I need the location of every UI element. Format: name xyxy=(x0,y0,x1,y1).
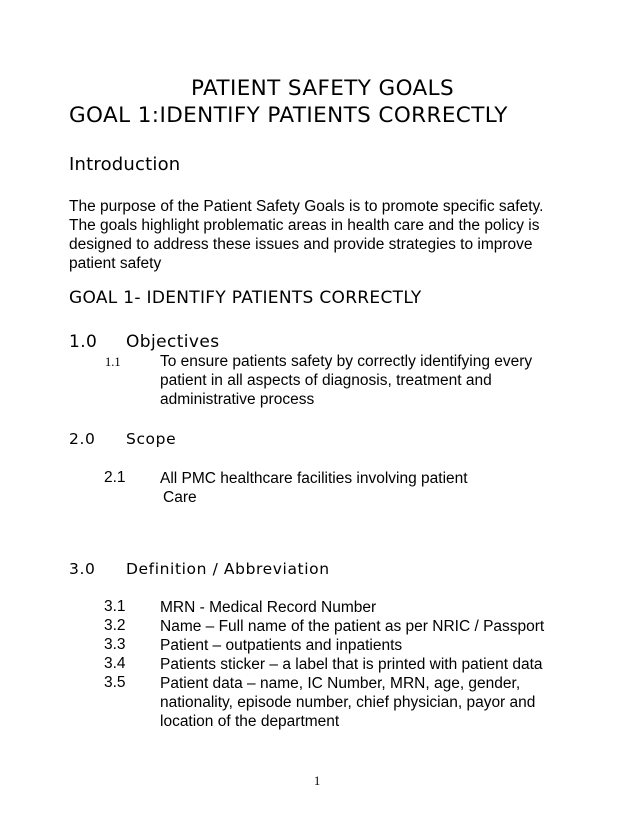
definition-item-line: location of the department xyxy=(160,713,340,730)
introduction-line: The purpose of the Patient Safety Goals is to promote specific safety. xyxy=(69,198,544,215)
objective-item-line: administrative process xyxy=(160,391,315,408)
definition-item-number: 3.3 xyxy=(104,636,126,653)
definition-item-number: 3.2 xyxy=(104,617,126,634)
definition-item-line: Patients sticker – a label that is printed with patient data xyxy=(160,656,543,673)
page-number: 1 xyxy=(314,774,321,788)
scope-heading: Scope xyxy=(126,430,177,448)
introduction-line: The goals highlight problematic areas in health care and the policy is xyxy=(69,217,540,234)
definitions-heading: Definition / Abbreviation xyxy=(126,560,330,578)
definition-item-number: 3.5 xyxy=(104,674,126,691)
definition-item-line: Patient – outpatients and inpatients xyxy=(160,637,403,654)
document-title-line-2: GOAL 1:IDENTIFY PATIENTS CORRECTLY xyxy=(69,103,508,128)
definition-item-line: Name – Full name of the patient as per NRIC / Passport xyxy=(160,618,545,635)
definition-item-line: MRN - Medical Record Number xyxy=(160,599,377,616)
objective-item-line: patient in all aspects of diagnosis, treatment and xyxy=(160,372,492,389)
definition-item-line: Patient data – name, IC Number, MRN, age, gender, xyxy=(160,675,521,692)
scope-item-line: All PMC healthcare facilities involving patient xyxy=(160,470,468,487)
document-title-line-1: PATIENT SAFETY GOALS xyxy=(191,76,455,101)
objective-item-number: 1.1 xyxy=(105,355,121,369)
scope-item-line: Care xyxy=(163,489,197,506)
definition-item-number: 3.1 xyxy=(104,598,126,615)
scope-item-number: 2.1 xyxy=(104,469,126,486)
definitions-number: 3.0 xyxy=(69,560,96,578)
definition-item-line: nationality, episode number, chief physician, payor and xyxy=(160,694,536,711)
goal-heading: GOAL 1- IDENTIFY PATIENTS CORRECTLY xyxy=(69,288,422,308)
scope-number: 2.0 xyxy=(69,430,96,448)
introduction-heading: Introduction xyxy=(69,154,181,175)
introduction-line: designed to address these issues and provide strategies to improve xyxy=(69,236,533,253)
definition-item-number: 3.4 xyxy=(104,655,126,672)
objectives-number: 1.0 xyxy=(69,332,98,352)
introduction-line: patient safety xyxy=(69,255,162,272)
introduction-paragraph xyxy=(69,197,569,273)
objectives-heading: Objectives xyxy=(126,332,220,352)
objective-item-line: To ensure patients safety by correctly identifying every xyxy=(160,353,533,370)
